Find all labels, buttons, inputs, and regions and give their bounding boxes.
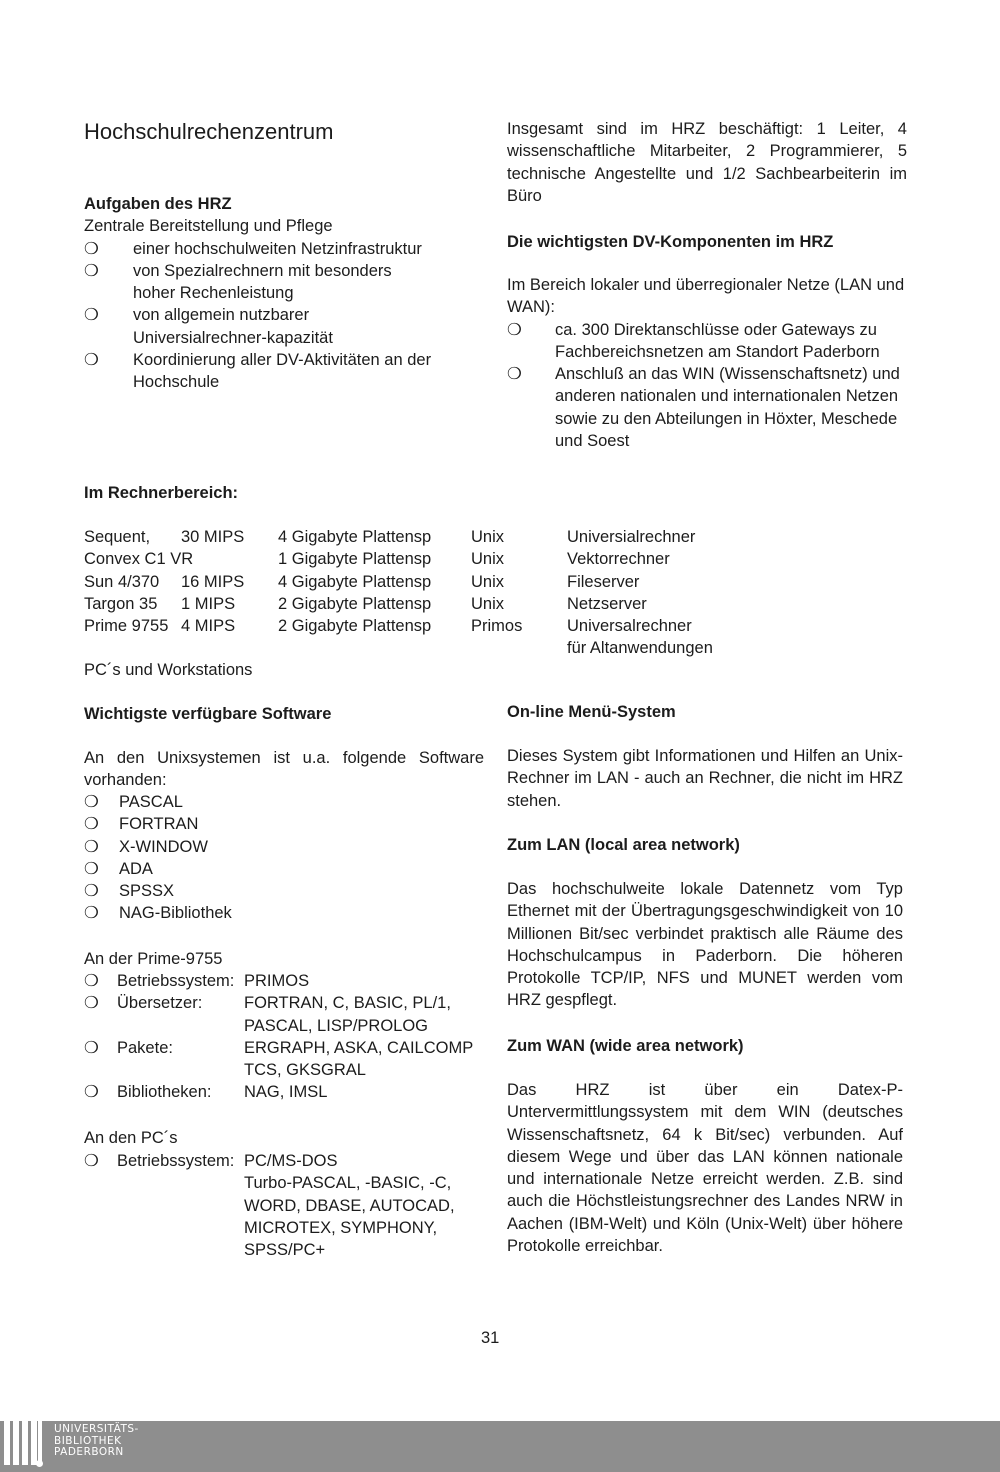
software-prime-list <box>84 970 484 1104</box>
bullet-icon: ❍ <box>84 994 99 1013</box>
bullet-icon: ❍ <box>84 1152 99 1170</box>
bullet-icon: ❍ <box>84 351 99 370</box>
bullet-icon: ❍ <box>84 859 99 878</box>
bullet-icon: ❍ <box>84 882 99 901</box>
pcs-label: PC´s und Workstations <box>84 661 253 679</box>
list-item: ❍ Übersetzer: FORTRAN, C, BASIC, PL/1, PASCAL, LISP/PROLOG <box>84 994 451 1035</box>
list-item: ❍ Betriebssystem: PRIMOS <box>84 970 484 992</box>
list-item: ❍ Betriebssystem: PC/MS-DOS <box>84 1150 484 1172</box>
software-heading: Wichtigste verfügbare Software <box>84 705 332 723</box>
rechner-heading: Im Rechnerbereich: <box>84 484 239 502</box>
bullet-icon: ❍ <box>84 837 99 856</box>
dv-list <box>507 319 907 453</box>
bullet-icon: ❍ <box>84 261 99 280</box>
list-item: ❍ PASCAL <box>84 791 484 813</box>
lan-text: Das hochschulweite lokale Datennetz vom Typ Ethernet mit der Übertragungsgeschwindigkeit von 10 Millionen Bit/sec verbindet praktisch alle Räume des Hochschulcampus in Paderborn. Die höheren Protokolle TCP/IP, NFS und MUNET werden vom HRZ gespflegt. <box>507 880 903 1010</box>
page-number: 31 <box>481 1329 500 1347</box>
bullet-icon: ❍ <box>84 1038 99 1057</box>
library-footer <box>0 1421 1000 1472</box>
bullet-icon: ❍ <box>84 239 99 258</box>
table-row: Convex C1 VR 1 Gigabyte Plattensp Unix Vektorrechner <box>84 550 670 569</box>
table-row: für Altanwendungen <box>567 639 713 658</box>
table-row: Targon 35 1 MIPS 2 Gigabyte Plattensp Unix Netzserver <box>84 594 647 613</box>
logo-dot-icon <box>36 1460 43 1467</box>
list-item: ❍ Anschluß an das WIN (Wissenschaftsnetz) und anderen nationalen und internationalen Netzen sowie zu den Abteilungen in Höxter, Meschede und Soest <box>507 365 900 451</box>
bullet-icon: ❍ <box>84 904 99 923</box>
software-pc-intro: An den PC´s <box>84 1129 178 1147</box>
rechner-table <box>84 526 784 660</box>
page-title: Hochschulrechenzentrum <box>84 119 334 144</box>
list-item: ❍ X-WINDOW <box>84 836 484 858</box>
table-row: Sequent, 30 MIPS 4 Gigabyte Plattensp Unix Universialrechner <box>84 528 696 546</box>
list-item: ❍ FORTRAN <box>84 813 484 835</box>
bullet-icon: ❍ <box>507 365 522 384</box>
list-item: ❍ Bibliotheken: NAG, IMSL <box>84 1081 484 1103</box>
list-item: ❍ ca. 300 Direktanschlüsse oder Gateways zu Fachbereichsnetzen am Standort Paderborn <box>507 320 880 361</box>
dv-intro: Im Bereich lokaler und überregionaler Netze (LAN und WAN): <box>507 276 905 317</box>
dv-section <box>507 274 907 452</box>
bullet-icon: ❍ <box>84 306 99 325</box>
aufgaben-list <box>84 238 484 394</box>
bullet-icon: ❍ <box>84 1083 99 1102</box>
online-heading: On-line Menü-System <box>507 703 676 721</box>
list-item: ❍ Koordinierung aller DV-Aktivitäten an der Hochschule <box>84 351 432 392</box>
list-item: ❍ ADA <box>84 858 484 880</box>
software-prime-intro: An der Prime-9755 <box>84 950 223 968</box>
bullet-icon: ❍ <box>507 320 522 339</box>
bullet-icon: ❍ <box>84 793 99 811</box>
staff-paragraph: Insgesamt sind im HRZ beschäftigt: 1 Leiter, 4 wissenschaftliche Mitarbeiter, 2 Programmierer, 5 technische Angestellte und 1/2 Sachbearbeiterin im Büro <box>507 120 907 205</box>
list-item: ❍ SPSSX <box>84 880 484 902</box>
software-unix-intro: An den Unixsystemen ist u.a. folgende Software vorhanden: <box>84 749 484 790</box>
table-row: Sun 4/370 16 MIPS 4 Gigabyte Plattensp Unix Fileserver <box>84 572 640 591</box>
list-item: ❍ NAG-Bibliothek <box>84 902 484 924</box>
list-item: ❍ von Spezialrechnern mit besonders hoher Rechenleistung <box>84 261 392 303</box>
software-pc-list <box>84 1150 484 1261</box>
wan-text: Das HRZ ist über ein Datex-P-Untervermittlungssystem mit dem WIN (deutsches Wissenschaftsnetz, 64 k Bit/sec) verbunden. Auf diesem Wege und über das LAN können nationale und internationale Netze erreicht werden. Z.B. sind auch die Höchstleistungsrechner des Landes NRW in Aachen (IBM-Welt) und Köln (Unix-Welt) über höhere Protokolle erreichbar. <box>507 1081 903 1256</box>
software-unix-list <box>84 791 484 925</box>
list-item: ❍ von allgemein nutzbarer Universialrechner-kapazität <box>84 306 333 347</box>
table-row: Prime 9755 4 MIPS 2 Gigabyte Plattensp Primos Universalrechner <box>84 617 692 636</box>
list-item: ❍ Pakete: ERGRAPH, ASKA, CAILCOMP TCS, GKSGRAL <box>84 1038 473 1080</box>
wan-heading: Zum WAN (wide area network) <box>507 1037 744 1055</box>
aufgaben-intro: Zentrale Bereitstellung und Pflege <box>84 217 333 236</box>
aufgaben-section <box>84 193 484 394</box>
library-name: UNIVERSITÄTS- BIBLIOTHEK PADERBORN <box>54 1423 139 1458</box>
bullet-icon: ❍ <box>84 815 99 834</box>
online-text: Dieses System gibt Informationen und Hilfen an Unix-Rechner im LAN - auch an Rechner, die nicht im HRZ stehen. <box>507 747 903 810</box>
bullet-icon: ❍ <box>84 972 99 990</box>
list-item: ❍ einer hochschulweiten Netzinfrastruktur <box>84 238 484 260</box>
lan-heading: Zum LAN (local area network) <box>507 836 740 854</box>
pc-software-packages: Turbo-PASCAL, -BASIC, -C, WORD, DBASE, AUTOCAD, MICROTEX, SYMPHONY, SPSS/PC+ <box>244 1174 455 1260</box>
aufgaben-heading: Aufgaben des HRZ <box>84 195 232 213</box>
dv-heading: Die wichtigsten DV-Komponenten im HRZ <box>507 233 834 251</box>
